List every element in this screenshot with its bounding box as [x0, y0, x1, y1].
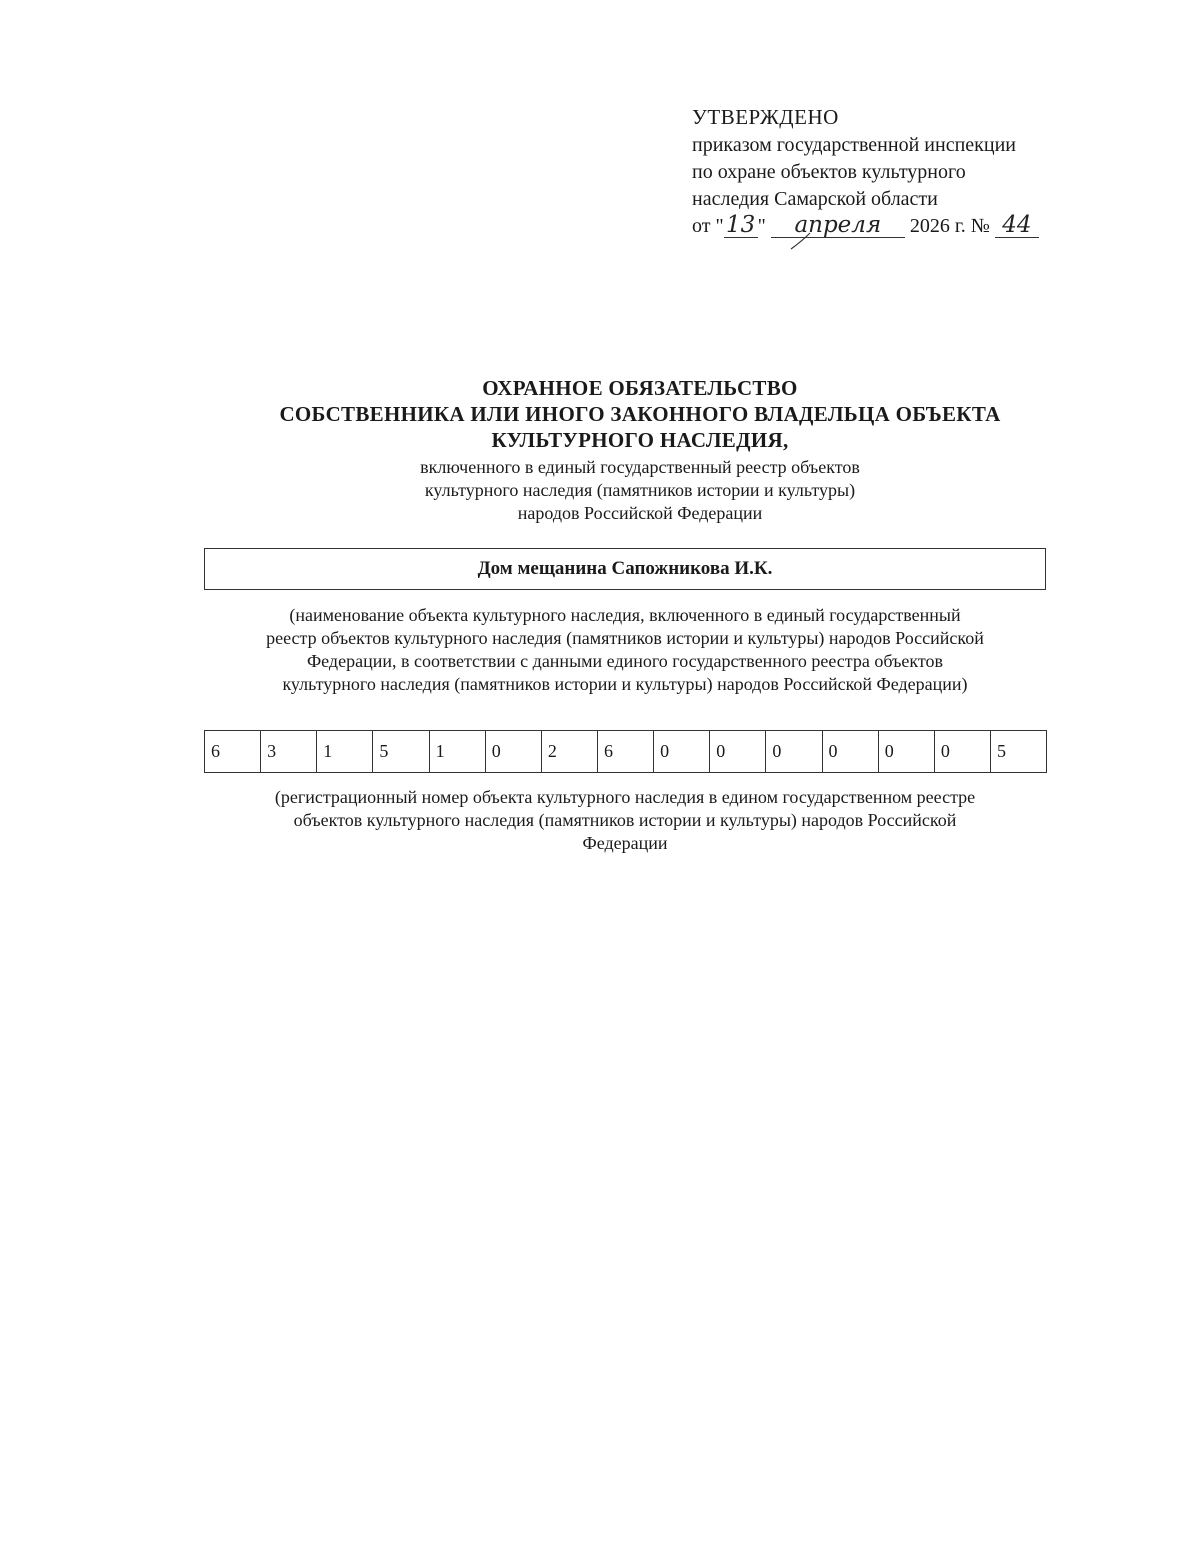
registration-number-grid	[204, 730, 1047, 773]
order-date-line	[692, 213, 1072, 240]
subtitle-line: народов Российской Федерации	[517, 503, 763, 523]
registration-digit-cell: 0	[766, 731, 822, 772]
caption-line: (наименование объекта культурного наследия, включенного в единый государственный	[289, 605, 961, 625]
registration-digit-cell: 5	[996, 741, 1006, 761]
caption-line: реестр объектов культурного наследия (памятников истории и культуры) народов Российской	[266, 628, 984, 648]
registration-digit-cell: 1	[317, 731, 373, 772]
title-line: СОБСТВЕННИКА ИЛИ ИНОГО ЗАКОННОГО ВЛАДЕЛЬЦА ОБЪЕКТА	[279, 402, 1001, 426]
registration-digit-cell: 5	[373, 731, 429, 772]
registration-digit-cell: 0	[935, 731, 991, 772]
caption-line: (регистрационный номер объекта культурного наследия в едином государственном реестре	[274, 787, 976, 807]
handwritten-order-number: 44	[995, 213, 1039, 238]
registration-digit-cell: 3	[261, 731, 317, 772]
subtitle-line: включенного в единый государственный реестр объектов	[420, 457, 860, 477]
approval-line: наследия Самарской области	[692, 188, 938, 210]
registration-digit-cell: 0	[823, 731, 879, 772]
date-prefix: от "	[692, 215, 724, 237]
title-line: КУЛЬТУРНОГО НАСЛЕДИЯ,	[491, 428, 789, 452]
caption-line: Федерации	[582, 833, 668, 853]
registration-digit-cell: 6	[598, 731, 654, 772]
date-year: 2026 г. №	[909, 215, 990, 237]
title-line: ОХРАННОЕ ОБЯЗАТЕЛЬСТВО	[482, 376, 798, 400]
approval-block	[692, 104, 1072, 240]
handwritten-day: 13	[724, 213, 758, 238]
object-name: Дом мещанина Сапожникова И.К.	[477, 558, 773, 579]
subtitle-line: культурного наследия (памятников истории и культуры)	[424, 480, 856, 500]
handwritten-month: апреля	[771, 213, 905, 238]
registration-digit-cell: 0	[710, 731, 766, 772]
caption-line: культурного наследия (памятников истории и культуры) народов Российской Федерации)	[282, 674, 968, 694]
registration-digit-cell: 2	[542, 731, 598, 772]
registration-digit-cell: 0	[486, 731, 542, 772]
registration-digit-cell: 0	[879, 731, 935, 772]
pen-stroke-mark	[788, 232, 814, 250]
registration-digit-cell: 0	[654, 731, 710, 772]
date-quote: "	[757, 215, 766, 237]
caption-line: Федерации, в соответствии с данными единого государственного реестра объектов	[306, 651, 944, 671]
object-name-box	[204, 548, 1046, 590]
registration-digit-cell: 6	[205, 731, 261, 772]
registration-number-caption	[190, 786, 1060, 855]
object-name-caption	[180, 604, 1070, 696]
registration-digit-cell: 1	[430, 731, 486, 772]
approval-line: по охране объектов культурного	[692, 161, 966, 183]
caption-line: объектов культурного наследия (памятников истории и культуры) народов Российской	[293, 810, 957, 830]
approval-line: приказом государственной инспекции	[692, 134, 1016, 156]
document-title	[180, 375, 1100, 525]
approval-title: УТВЕРЖДЕНО	[692, 105, 839, 129]
